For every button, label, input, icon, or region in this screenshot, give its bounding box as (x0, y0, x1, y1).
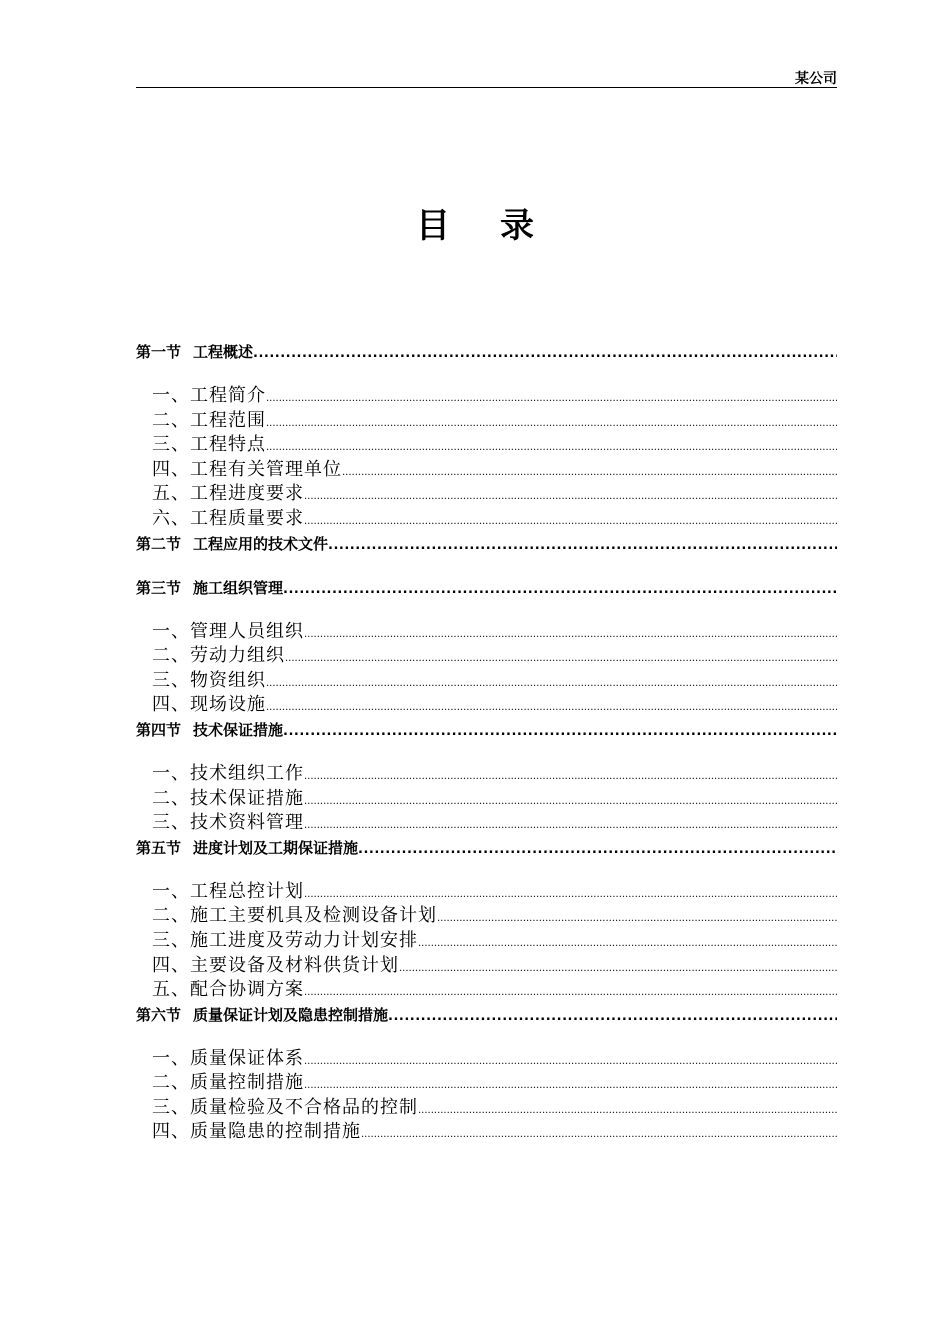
toc-section-4[interactable] (136, 718, 837, 742)
section-number: 第一节 (136, 343, 182, 361)
toc-item[interactable] (136, 1120, 837, 1145)
toc-item-label: 一、质量保证体系 (152, 1047, 304, 1069)
toc-item[interactable] (136, 669, 837, 694)
dot-leader (361, 1123, 837, 1148)
toc-item-label: 二、质量控制措施 (152, 1072, 304, 1094)
dot-leader (437, 907, 837, 932)
header-company: 某公司 (795, 71, 837, 87)
toc-item[interactable] (136, 880, 837, 905)
toc-item[interactable] (136, 507, 837, 532)
toc-item[interactable] (136, 811, 837, 836)
toc-item[interactable] (136, 929, 837, 954)
toc-item[interactable] (136, 1047, 837, 1072)
toc-item[interactable] (136, 693, 837, 718)
toc-item[interactable] (136, 787, 837, 812)
toc-section-5[interactable] (136, 836, 837, 860)
page-title: 目录 (416, 206, 584, 246)
toc-item[interactable] (136, 644, 837, 669)
dot-leader (283, 578, 837, 602)
toc-item-label: 四、主要设备及材料供货计划 (152, 954, 399, 976)
section-number: 第五节 (136, 838, 182, 857)
dot-leader (285, 647, 837, 672)
dot-leader (304, 814, 837, 839)
section-title: 工程应用的技术文件 (193, 534, 329, 553)
section-title: 施工组织管理 (193, 578, 284, 597)
toc-item-label: 三、质量检验及不合格品的控制 (152, 1096, 418, 1118)
toc-item[interactable] (136, 620, 837, 645)
toc-item[interactable] (136, 384, 837, 409)
toc-item-label: 五、工程进度要求 (152, 483, 304, 505)
toc-section-1[interactable] (136, 340, 837, 364)
dot-leader (304, 1050, 837, 1075)
toc-item-label: 五、配合协调方案 (152, 979, 304, 1001)
dot-leader (266, 412, 837, 437)
toc-section-2[interactable] (136, 532, 837, 556)
toc-item-label: 二、施工主要机具及检测设备计划 (152, 905, 437, 927)
toc-item[interactable] (136, 762, 837, 787)
dot-leader (266, 436, 837, 461)
dot-leader (328, 534, 837, 558)
toc-item[interactable] (136, 433, 837, 458)
toc-item[interactable] (136, 458, 837, 483)
dot-leader (266, 696, 837, 721)
dot-leader (304, 510, 837, 535)
toc-item-label: 二、工程范围 (152, 409, 266, 431)
toc-item-label: 三、工程特点 (152, 434, 266, 456)
section-number: 第四节 (136, 720, 182, 739)
dot-leader (304, 623, 837, 648)
dot-leader (388, 1005, 837, 1029)
toc-item-label: 二、技术保证措施 (152, 787, 304, 809)
toc-item[interactable] (136, 482, 837, 507)
dot-leader (418, 932, 837, 957)
dot-leader (342, 461, 837, 486)
toc-item[interactable] (136, 954, 837, 979)
dot-leader (266, 672, 837, 697)
section-number: 第二节 (136, 534, 182, 553)
toc-item[interactable] (136, 409, 837, 434)
section-title: 进度计划及工期保证措施 (193, 838, 359, 857)
toc-item-label: 三、物资组织 (152, 669, 266, 691)
toc-item[interactable] (136, 978, 837, 1003)
section-title: 技术保证措施 (193, 720, 284, 739)
toc-item-label: 四、工程有关管理单位 (152, 458, 342, 480)
toc-item[interactable] (136, 904, 837, 929)
toc-item-label: 一、技术组织工作 (152, 762, 304, 784)
toc-item-label: 四、质量隐患的控制措施 (152, 1121, 361, 1143)
toc-section-6[interactable] (136, 1003, 837, 1027)
dot-leader (304, 485, 837, 510)
toc-item-label: 一、管理人员组织 (152, 620, 304, 642)
section-number: 第三节 (136, 578, 182, 597)
section-title: 质量保证计划及隐患控制措施 (193, 1005, 389, 1024)
toc-item-label: 六、工程质量要求 (152, 507, 304, 529)
section-title: 工程概述 (193, 343, 254, 361)
toc-item-label: 三、施工进度及劳动力计划安排 (152, 929, 418, 951)
toc-item[interactable] (136, 1071, 837, 1096)
page-header (136, 60, 837, 88)
dot-leader (266, 387, 837, 412)
dot-leader (304, 765, 837, 790)
table-of-contents (136, 340, 837, 1145)
toc-item-label: 一、工程总控计划 (152, 880, 304, 902)
dot-leader (283, 720, 837, 744)
section-number: 第六节 (136, 1005, 182, 1024)
toc-item-label: 三、技术资料管理 (152, 812, 304, 834)
toc-item[interactable] (136, 1096, 837, 1121)
dot-leader (418, 1099, 837, 1124)
toc-item-label: 四、现场设施 (152, 694, 266, 716)
toc-item-label: 二、劳动力组织 (152, 645, 285, 667)
dot-leader (304, 790, 837, 815)
toc-section-3[interactable] (136, 576, 837, 600)
dot-leader (358, 838, 837, 862)
dot-leader (399, 957, 837, 982)
dot-leader (253, 342, 837, 366)
toc-item-label: 一、工程简介 (152, 385, 266, 406)
